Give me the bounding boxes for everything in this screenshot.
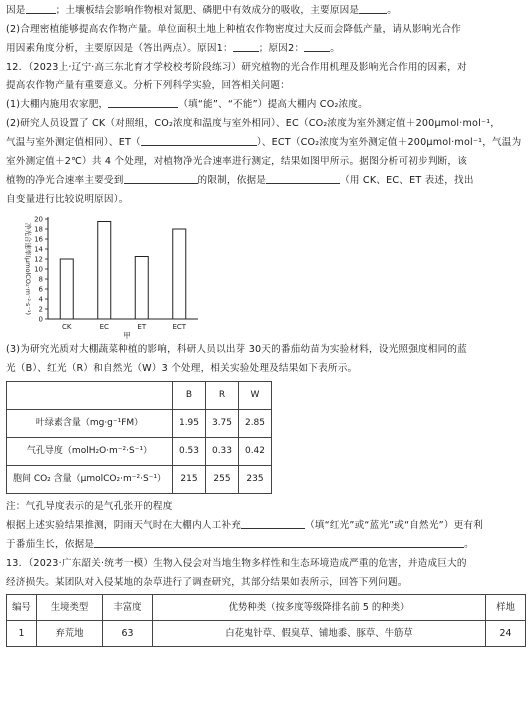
table-cell: 3.75	[206, 410, 239, 438]
text-line: 植物的净光合速率主要受到 的限制，依据是 （用 CK、EC、ET 表述，找出	[6, 174, 474, 186]
table-header-row	[7, 382, 272, 410]
text-line: 室外测定值＋2℃）共 4 个处理，对植物净光合速率进行测定，结果如图甲所示。据图分析可初步判断，该	[6, 155, 468, 167]
table-header-cell: R	[206, 382, 239, 410]
answer-blank[interactable]	[233, 42, 259, 52]
table-cell: 白花鬼针草、假臭草、铺地黍、豚草、牛筋草	[153, 621, 486, 647]
answer-blank[interactable]	[94, 538, 464, 548]
table-header-cell: W	[239, 382, 272, 410]
answer-blank[interactable]	[304, 42, 330, 52]
table-note: 注：气孔导度表示的是气孔张开的程度	[6, 501, 173, 513]
table-cell: 1	[7, 621, 37, 647]
table-row	[7, 466, 272, 494]
table-header-cell: 编号	[7, 595, 37, 621]
bar-chart	[8, 211, 208, 339]
chart-svg	[8, 211, 208, 339]
question-13-stem: 13．（2023·广东韶关·统考一模）生物入侵会对当地生物多样性和生态环境造成严重的危害，并造成巨大的	[6, 557, 467, 569]
text-line: 因是 ；土壤板结会影响作物根对氮肥、磷肥中有效成分的吸收，主要原因是 。	[6, 5, 397, 16]
exam-page	[6, 4, 526, 647]
table-row	[7, 410, 272, 438]
y-tick-label: 4	[38, 295, 43, 304]
table-header-cell: 丰富度	[103, 595, 153, 621]
table-cell: 弃荒地	[37, 621, 103, 647]
y-tick-label: 18	[34, 225, 43, 234]
row-label: 叶绿素含量（mg·g⁻¹FM）	[7, 410, 173, 438]
table-header-cell: B	[173, 382, 206, 410]
table-row	[7, 438, 272, 466]
text-line: (1)大棚内施用农家肥， （填“能”、“不能”）提高大棚内 CO₂浓度。	[6, 99, 368, 111]
bar-ect	[173, 229, 186, 319]
answer-blank[interactable]	[124, 174, 198, 184]
y-tick-label: 16	[34, 235, 43, 244]
answer-blank[interactable]	[241, 519, 305, 529]
y-tick-label: 0	[38, 315, 43, 324]
text-line: 经济损失。某团队对入侵某地的杂草进行了调查研究，其部分结果如表所示，回答下列问题。	[6, 576, 408, 588]
answer-blank[interactable]	[26, 4, 56, 14]
x-axis-label: 甲	[123, 331, 131, 340]
y-tick-label: 14	[34, 245, 43, 254]
x-tick-label: CK	[62, 323, 72, 332]
table-header-row	[7, 595, 526, 621]
text-line: 用因素角度分析，主要原因是（答出两点）。原因1： ；原因2： 。	[6, 42, 341, 54]
answer-blank[interactable]	[141, 136, 257, 146]
y-tick-label: 20	[34, 215, 43, 224]
table-cell: 2.85	[239, 410, 272, 438]
bar-et	[135, 257, 148, 320]
text-line: 于番茄生长，依据是 。	[6, 538, 474, 550]
table-cell: 0.42	[239, 438, 272, 466]
text-line: (3)为研究光质对大棚蔬菜种植的影响，科研人员以出芽 30天的番茄幼苗为实验材料，设光照强度相同的蓝	[6, 344, 467, 356]
bar-ec	[98, 222, 111, 320]
y-tick-label: 8	[38, 275, 43, 284]
table-cell: 24	[486, 621, 526, 647]
table-header-cell	[7, 382, 173, 410]
answer-blank[interactable]	[359, 4, 387, 14]
table-cell: 0.33	[206, 438, 239, 466]
text-line: 根据上述实验结果推测，阴雨天气时在大棚内人工补充 （填“红光”或“蓝光”或“自然光”）更有利	[6, 520, 483, 532]
answer-blank[interactable]	[266, 174, 340, 184]
text-line: (2)合理密植能够提高农作物产量。单位面积土地上种植农作物密度过大反而会降低产量，请从影响光合作	[6, 23, 461, 35]
table-cell: 235	[239, 466, 272, 494]
y-tick-label: 12	[34, 255, 43, 264]
table-cell: 255	[206, 466, 239, 494]
question-12-stem: 12．（2023上·辽宁·高三东北育才学校校考阶段练习）研究植物的光合作用机理及影响光合作用的因素，对	[6, 61, 467, 73]
y-tick-label: 6	[38, 285, 43, 294]
y-tick-label: 2	[38, 305, 43, 314]
row-label: 胞间 CO₂ 含量（μmolCO₂·m⁻²·S⁻¹）	[7, 466, 173, 494]
answer-blank[interactable]	[108, 98, 178, 108]
text-line: (2)研究人员设置了 CK（对照组，CO₂浓度和温度与室外相同）、EC（CO₂浓度为室外测定值＋200μmol·mol⁻¹，	[6, 118, 501, 130]
table-cell: 215	[173, 466, 206, 494]
table-row	[7, 621, 526, 647]
text-line: 气温与室外测定值相同）、ET（ ）、ECT（CO₂浓度为室外测定值＋200μmol·mol⁻¹，气温为	[6, 137, 522, 149]
y-tick-label: 10	[34, 265, 43, 274]
table-header-cell: 优势种类（按多度等级降排名前 5 的种类）	[153, 595, 486, 621]
y-axis-label: 净光合速率(μmolCO₂·m⁻²·s⁻¹)	[24, 223, 32, 316]
table-header-cell: 样地	[486, 595, 526, 621]
row-label: 气孔导度（molH₂O·m⁻²·S⁻¹）	[7, 438, 173, 466]
x-tick-label: ECT	[172, 323, 187, 332]
table-cell: 0.53	[173, 438, 206, 466]
bar-ck	[60, 259, 73, 319]
x-tick-label: EC	[99, 323, 109, 332]
table-cell: 1.95	[173, 410, 206, 438]
invasive-weed-table	[6, 594, 526, 647]
text-line: 自变量进行比较说明原因）。	[6, 193, 129, 205]
table-header-cell: 生境类型	[37, 595, 103, 621]
light-quality-table	[6, 381, 272, 494]
table-cell: 63	[103, 621, 153, 647]
x-tick-label: ET	[137, 323, 147, 332]
text-line: 提高农作物产量有重要意义。分析下列科学实验，回答相关问题：	[6, 80, 291, 92]
text-line: 光（B）、红光（R）和自然光（W）3 个处理，相关实验处理及结果如下表所示。	[6, 363, 358, 375]
